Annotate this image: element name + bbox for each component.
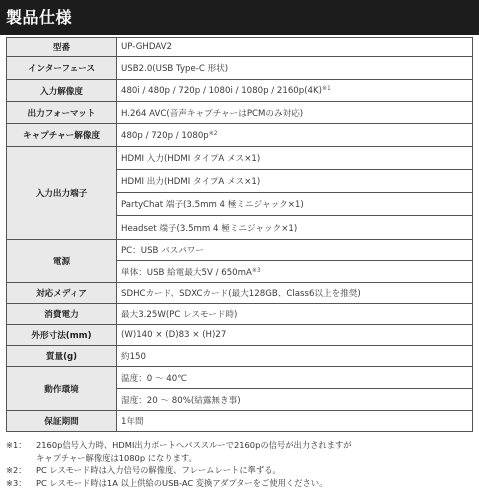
table-row [7,240,473,261]
row-label-output-format: 出力フォーマット [7,102,117,124]
table-row [7,325,473,346]
footnote-2 [6,464,473,477]
spec-table [6,37,473,432]
capture-res-footnote-mark: ※2 [208,129,218,137]
footnote-mark: ※1： [6,440,27,450]
table-row [7,124,473,147]
row-value-power-pc: PC：USB バスパワー [117,240,473,261]
footnotes [6,439,473,489]
row-label-warranty: 保証期間 [7,411,117,432]
row-value-media: SDHCカード、SDXCカード(最大128GB、Class6以上を推奨) [117,283,473,304]
row-value-io-port: HDMI 出力(HDMI タイプA メス×1) [117,170,473,193]
row-value-dimensions: (W)140 × (D)83 × (H)27 [117,325,473,346]
footnote-text: PC レスモード時は1A 以上供給のUSB-AC 変換アダプターをご使用ください。 [36,477,328,488]
capture-res-text: 480p / 720p / 1080p [121,130,209,141]
input-res-footnote-mark: ※1 [322,85,331,92]
row-value-input-res [117,80,473,102]
spec-title: 製品仕様 [0,0,479,35]
row-value-interface: USB2.0(USB Type-C 形状) [117,57,473,80]
table-row [7,283,473,304]
row-value-model: UP-GHDAV2 [117,38,473,57]
row-label-dimensions: 外形寸法(mm) [7,325,117,346]
table-row [7,147,473,170]
row-value-warranty: 1年間 [117,411,473,432]
table-row [7,411,473,432]
footnote-text: 2160p信号入力時、HDMI出力ポートへパススルーで2160pの信号が出力されますが [36,440,352,450]
row-value-io-port: Headset 端子(3.5mm 4 極ミニジャック×1) [117,216,473,240]
power-footnote-mark: ※3 [251,266,261,274]
row-label-interface: インターフェース [7,57,117,80]
row-value-capture-res [117,124,473,147]
table-row [7,38,473,57]
footnote-text: PC レスモード時は入力信号の解像度、フレームレートに準ずる。 [36,465,281,475]
table-row [7,80,473,102]
table-row [7,367,473,389]
row-label-capture-res: キャプチャー解像度 [7,124,117,147]
row-label-power: 電源 [7,240,117,283]
row-value-io-port: PartyChat 端子(3.5mm 4 極ミニジャック×1) [117,193,473,216]
row-label-input-res: 入力解像度 [7,80,117,102]
power-standalone-text: 単体：USB 給電最大5V / 650mA [121,267,252,278]
row-value-consumption: 最大3.25W(PC レスモード時) [117,304,473,325]
row-label-io-ports: 入力出力端子 [7,147,117,240]
row-value-output-format: H.264 AVC(音声キャプチャーはPCMのみ対応) [117,102,473,124]
table-row [7,102,473,124]
table-row [7,57,473,80]
footnote-1 [6,439,473,452]
row-value-power-standalone [117,261,473,283]
footnote-mark: ※3： [6,477,27,488]
table-row [7,346,473,367]
row-label-media: 対応メディア [7,283,117,304]
row-value-temperature: 温度：0 ～ 40℃ [117,367,473,389]
row-label-environment: 動作環境 [7,367,117,411]
footnote-3 [6,477,473,490]
row-label-model: 型番 [7,38,117,57]
row-label-weight: 質量(g) [7,346,117,367]
footnote-1-continuation: キャプチャー解像度は1080p になります。 [36,452,197,463]
row-label-consumption: 消費電力 [7,304,117,325]
row-value-humidity: 湿度：20 ～ 80%(結露無き事) [117,389,473,411]
row-value-io-port: HDMI 入力(HDMI タイプA メス×1) [117,147,473,170]
table-row [7,304,473,325]
footnote-mark: ※2： [6,465,27,475]
input-res-text: 480i / 480p / 720p / 1080i / 1080p / 2160p(4K) [121,86,323,96]
row-value-weight: 約150 [117,346,473,367]
